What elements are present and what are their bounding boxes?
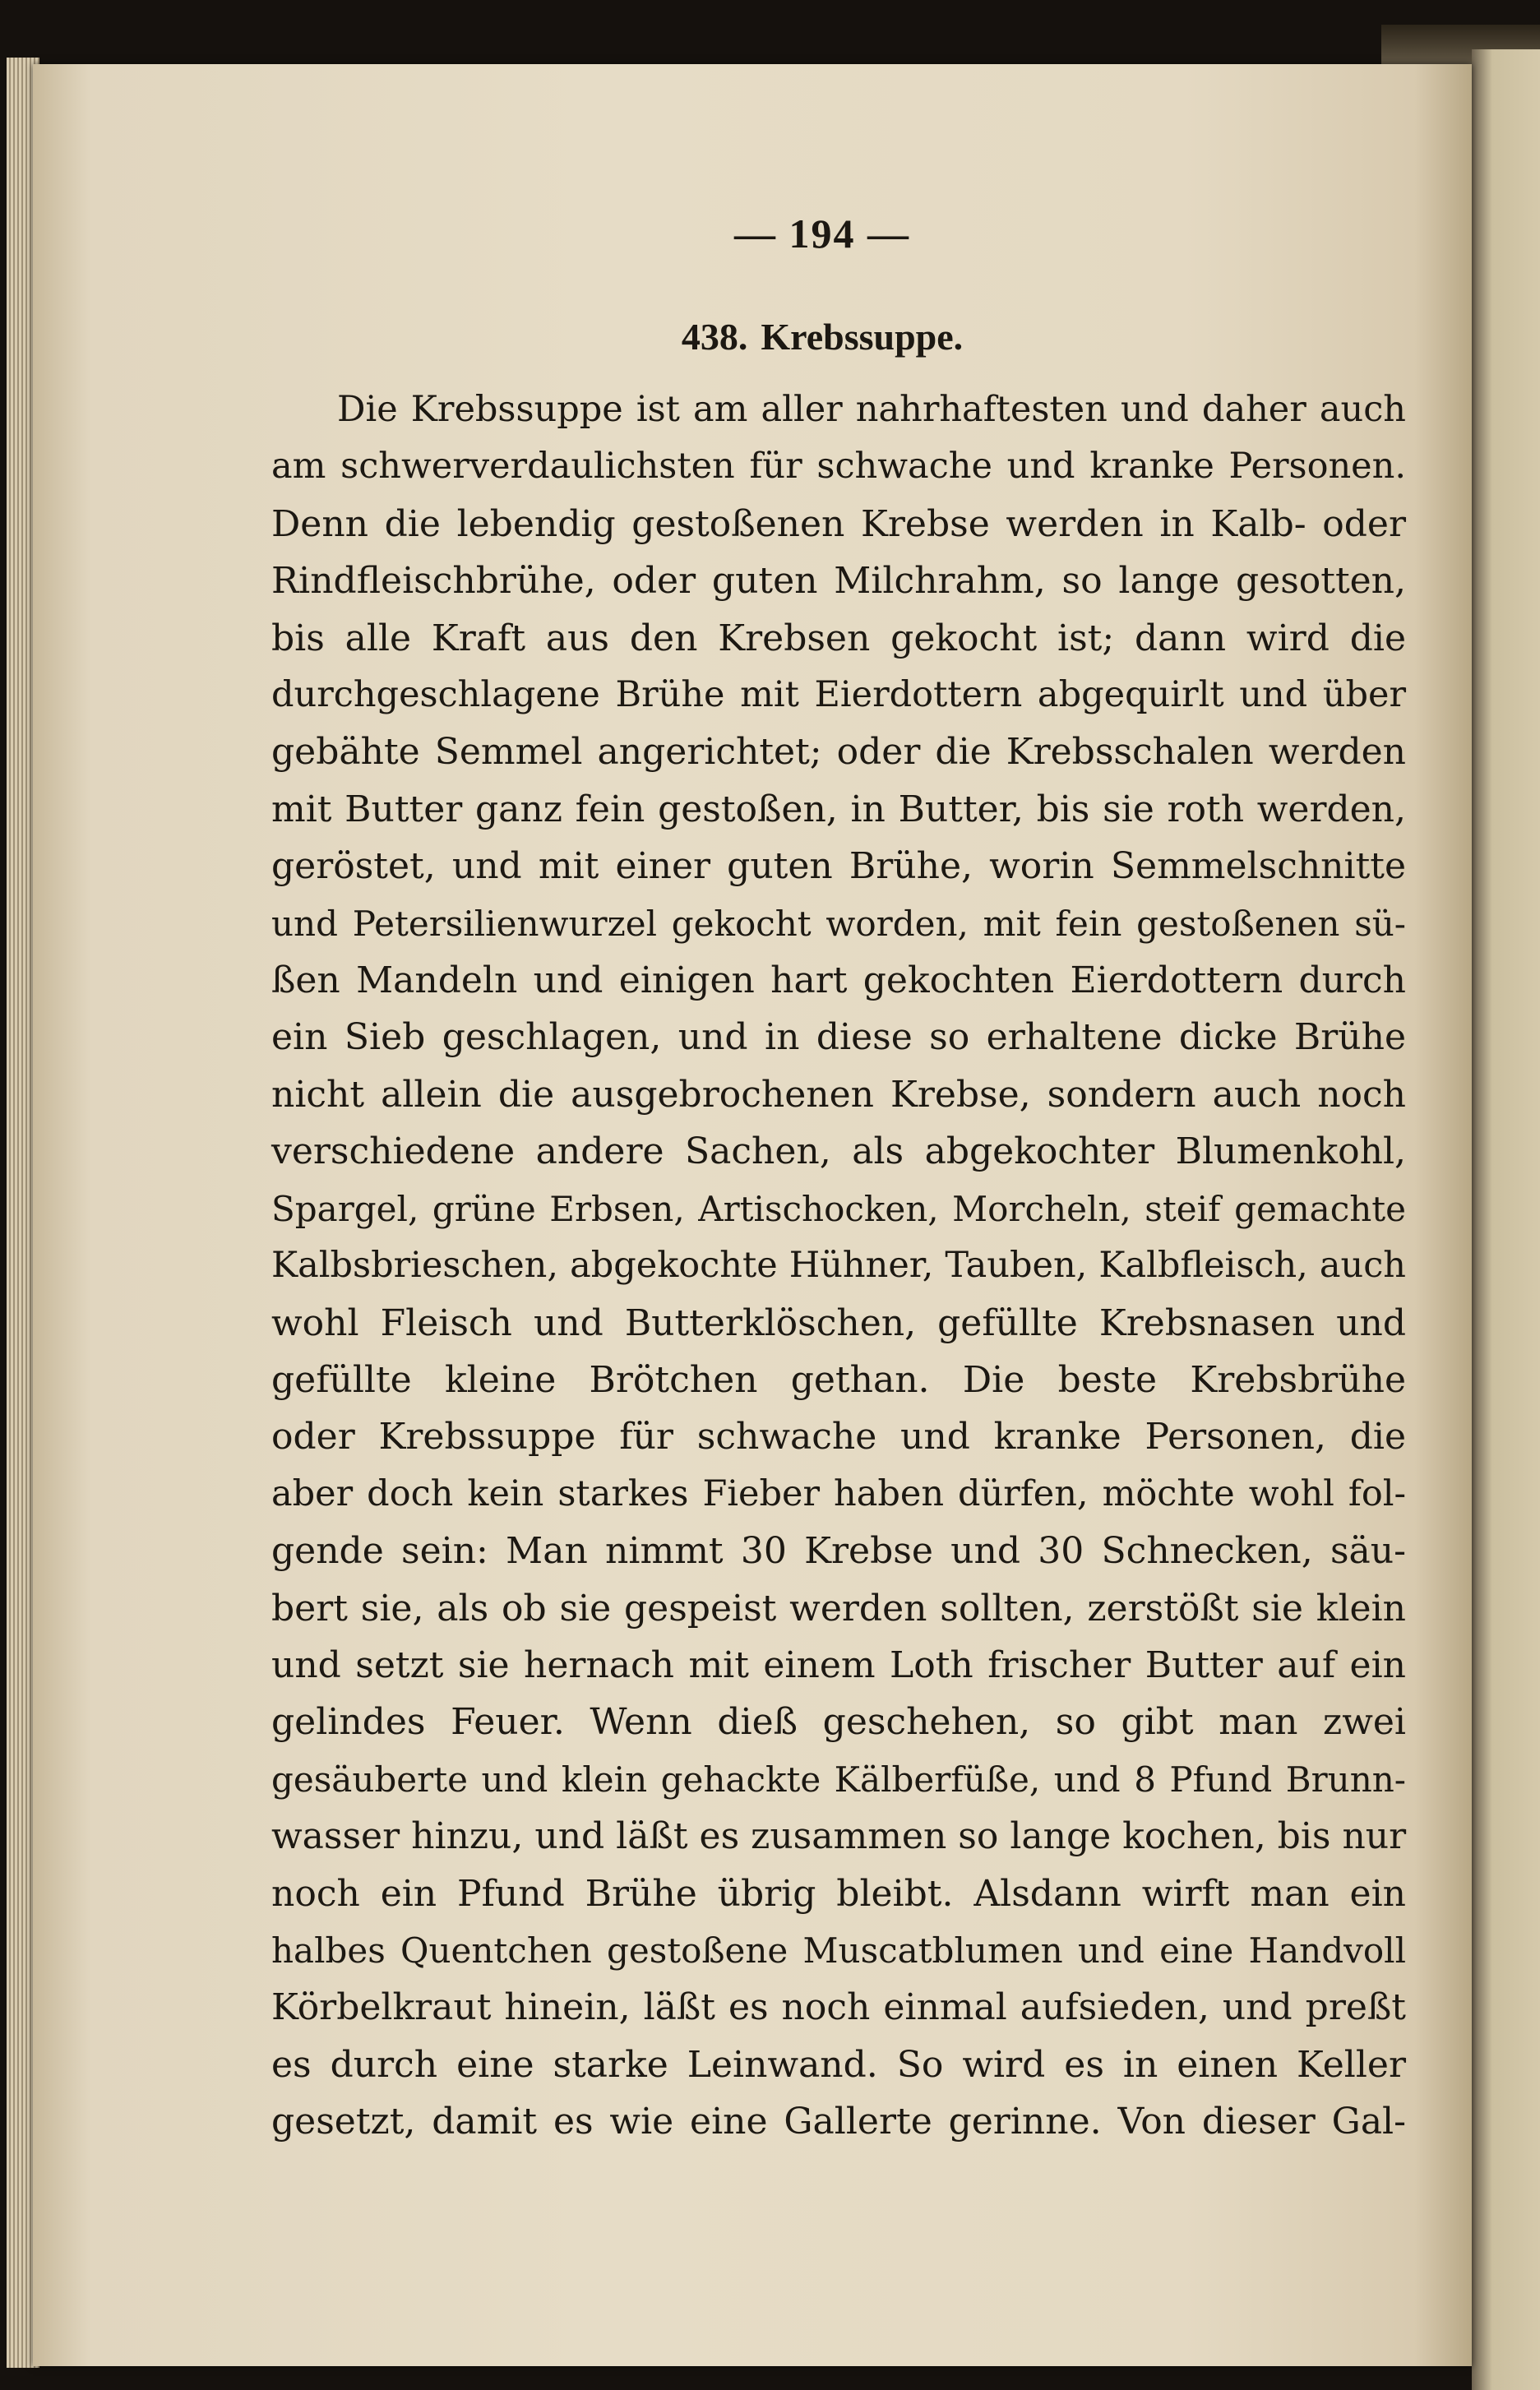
text-line: ein Sieb geschlagen, und in diese so erhaltene dicke Brühe	[271, 1016, 1406, 1059]
text-line: wasser hinzu, und läßt es zusammen so lange kochen, bis nur	[271, 1815, 1407, 1858]
text-line: Spargel, grüne Erbsen, Artischocken, Morcheln, steif gemachte	[271, 1188, 1406, 1229]
text-line: gesäuberte und klein gehackte Kälberfüße, und 8 Pfund Brunn-	[271, 1759, 1406, 1800]
text-line: gelindes Feuer. Wenn dieß geschehen, so gibt man zwei	[271, 1701, 1406, 1744]
text-line: oder Krebssuppe für schwache und kranke Personen, die	[271, 1416, 1406, 1459]
text-line: gebähte Semmel angerichtet; oder die Krebsschalen werden	[271, 731, 1406, 774]
text-line: Kalbsbrieschen, abgekochte Hühner, Tauben, Kalbfleisch, auch	[271, 1245, 1406, 1287]
text-line: geröstet, und mit einer guten Brühe, worin Semmelschnitte	[271, 845, 1406, 888]
text-line: und Petersilienwurzel gekocht worden, mit fein gestoßenen sü-	[271, 903, 1406, 944]
text-line: wohl Fleisch und Butterklöschen, gefüllte Krebsnasen und	[271, 1301, 1406, 1344]
text-line: Körbelkraut hinein, läßt es noch einmal aufsieden, und preßt	[271, 1986, 1406, 2029]
text-line: durchgeschlagene Brühe mit Eierdottern abgequirlt und über	[271, 674, 1406, 716]
text-line: bert sie, als ob sie gespeist werden sollten, zerstößt sie klein	[271, 1587, 1406, 1630]
recipe-number: 438.	[681, 316, 748, 358]
text-line: am schwerverdaulichsten für schwache und kranke Personen.	[271, 446, 1406, 488]
text-line: gefüllte kleine Brötchen gethan. Die beste Krebsbrühe	[271, 1358, 1406, 1401]
text-line: gende sein: Man nimmt 30 Krebse und 30 Schnecken, säu-	[271, 1530, 1406, 1573]
text-line: Die Krebssuppe ist am aller nahrhaftesten und daher auch	[337, 389, 1406, 430]
text-line: gesetzt, damit es wie eine Gallerte gerinne. Von dieser Gal-	[271, 2101, 1406, 2143]
text-line: noch ein Pfund Brühe übrig bleibt. Alsdann wirft man ein	[271, 1872, 1406, 1915]
text-line: und setzt sie hernach mit einem Loth frischer Butter auf ein	[271, 1643, 1406, 1686]
adjacent-page-edge	[1472, 49, 1540, 2390]
text-line: aber doch kein starkes Fieber haben dürfen, möchte wohl fol-	[271, 1472, 1406, 1514]
text-line: Rindfleischbrühe, oder guten Milchrahm, so lange gesotten,	[271, 560, 1406, 603]
text-line: nicht allein die ausgebrochenen Krebse, sondern auch noch	[271, 1073, 1406, 1116]
text-line: mit Butter ganz fein gestoßen, in Butter, bis sie roth werden,	[271, 788, 1406, 830]
text-line: halbes Quentchen gestoßene Muscatblumen und eine Handvoll	[271, 1930, 1406, 1971]
text-line: bis alle Kraft aus den Krebsen gekocht ist; dann wird die	[271, 617, 1406, 659]
text-line: ßen Mandeln und einigen hart gekochten Eierdottern durch	[271, 959, 1406, 1002]
text-line: es durch eine starke Leinwand. So wird es in einen Keller	[271, 2043, 1406, 2086]
text-line: Denn die lebendig gestoßenen Krebse werden in Kalb- oder	[271, 502, 1406, 545]
page-number: — 194 —	[734, 210, 910, 257]
recipe-title: Krebssuppe.	[761, 316, 964, 358]
recipe-heading	[238, 315, 1406, 358]
page-content	[271, 210, 1406, 2151]
text-line: verschiedene andere Sachen, als abgekochter Blumenkohl,	[271, 1130, 1406, 1173]
recipe-text	[271, 381, 1406, 2151]
